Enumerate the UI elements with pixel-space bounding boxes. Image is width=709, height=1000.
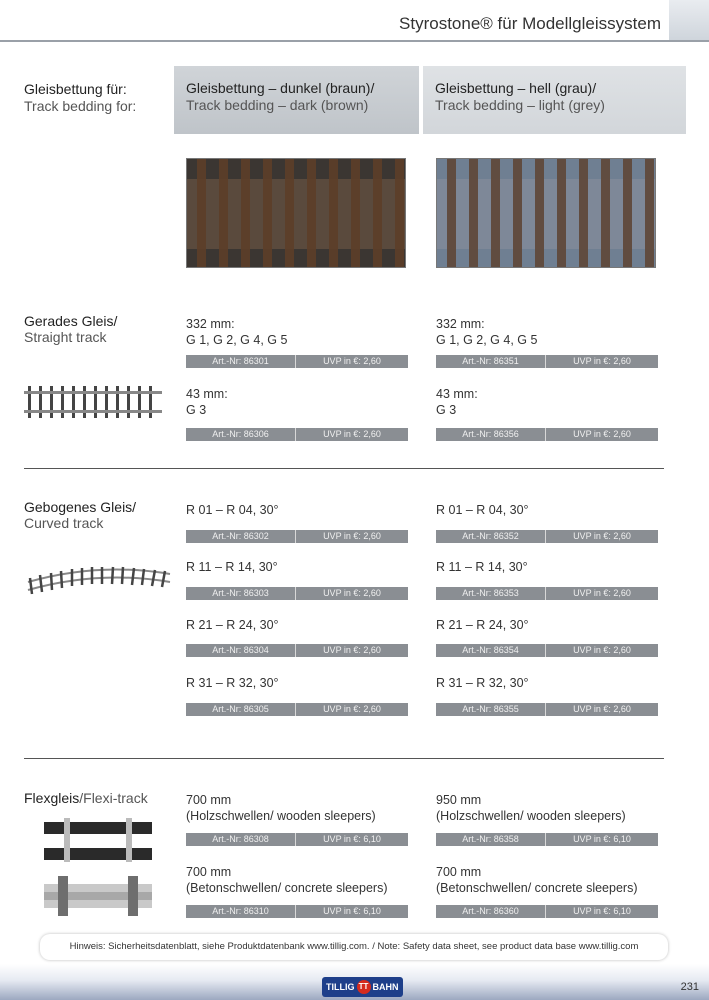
price: UVP in €: 2,60 xyxy=(323,531,381,541)
article-number: Art.-Nr: 86360 xyxy=(436,905,546,918)
flex-dark-2-desc xyxy=(186,864,388,896)
curved-light-4-radius: R 31 – R 32, 30° xyxy=(436,676,529,690)
curved-light-2-radius: R 11 – R 14, 30° xyxy=(436,560,528,574)
curved-dark-4-bar xyxy=(186,703,408,716)
article-number: Art.-Nr: 86302 xyxy=(186,530,296,543)
price: UVP in €: 2,60 xyxy=(323,704,381,714)
straight-light-1-bar xyxy=(436,355,658,368)
flex-light-2-length: 700 mm xyxy=(436,865,482,879)
article-number: Art.-Nr: 86351 xyxy=(436,355,546,368)
page-title: Styrostone® für Modellgleissystem xyxy=(399,14,661,33)
curved-dark-3-radius: R 21 – R 24, 30° xyxy=(186,618,279,632)
straight-light-1-compat: G 1, G 2, G 4, G 5 xyxy=(436,333,538,347)
flex-wooden-track-image xyxy=(44,818,152,862)
curved-track-label xyxy=(24,499,136,531)
article-number: Art.-Nr: 86354 xyxy=(436,644,546,657)
tillig-logo xyxy=(322,977,403,997)
curved-dark-2-radius: R 11 – R 14, 30° xyxy=(186,560,278,574)
curved-light-3-bar xyxy=(436,644,658,657)
flex-track-label xyxy=(24,790,148,806)
curved-dark-1-bar xyxy=(186,530,408,543)
flex-light-1-type xyxy=(436,808,626,824)
curved-dark-4-radius: R 31 – R 32, 30° xyxy=(186,676,279,690)
straight-dark-2-bar xyxy=(186,428,408,441)
header-dark-de: Gleisbettung – dunkel (braun)/ xyxy=(186,80,375,96)
header-light-de: Gleisbettung – hell (grau)/ xyxy=(435,80,597,96)
article-number: Art.-Nr: 86305 xyxy=(186,703,296,716)
dark-bedding-image xyxy=(186,158,406,268)
type-en: / concrete sleepers) xyxy=(527,881,638,895)
straight-light-2-length: 43 mm: xyxy=(436,387,478,401)
flex-dark-2-type xyxy=(186,880,388,896)
price: UVP in €: 6,10 xyxy=(573,834,631,844)
price: UVP in €: 6,10 xyxy=(323,906,381,916)
type-en: / wooden sleepers) xyxy=(520,809,626,823)
curved-dark-3-bar xyxy=(186,644,408,657)
flex-dark-1-length: 700 mm xyxy=(186,793,232,807)
flex-dark-1-bar xyxy=(186,833,408,846)
logo-right-text: BAHN xyxy=(372,982,399,992)
flex-dark-1-type xyxy=(186,808,376,824)
straight-track-label xyxy=(24,313,117,345)
straight-light-2-desc xyxy=(436,386,478,418)
article-number: Art.-Nr: 86358 xyxy=(436,833,546,846)
price: UVP in €: 2,60 xyxy=(573,588,631,598)
price: UVP in €: 6,10 xyxy=(573,906,631,916)
flex-dark-2-bar xyxy=(186,905,408,918)
price: UVP in €: 2,60 xyxy=(573,429,631,439)
flex-light-2-desc xyxy=(436,864,638,896)
logo-left-text: TILLIG xyxy=(326,982,355,992)
curved-label-de: Gebogenes Gleis/ xyxy=(24,499,137,515)
price: UVP in €: 2,60 xyxy=(323,588,381,598)
straight-dark-1-compat: G 1, G 2, G 4, G 5 xyxy=(186,333,288,347)
article-number: Art.-Nr: 86306 xyxy=(186,428,296,441)
article-number: Art.-Nr: 86352 xyxy=(436,530,546,543)
curved-light-4-bar xyxy=(436,703,658,716)
header-light-column xyxy=(423,66,686,134)
page-number: 231 xyxy=(680,981,699,993)
price: UVP in €: 2,60 xyxy=(573,356,631,366)
article-number: Art.-Nr: 86303 xyxy=(186,587,296,600)
curved-light-3-radius: R 21 – R 24, 30° xyxy=(436,618,529,632)
straight-label-en: Straight track xyxy=(24,329,107,345)
article-number: Art.-Nr: 86356 xyxy=(436,428,546,441)
straight-light-2-compat: G 3 xyxy=(436,403,457,417)
type-en: / wooden sleepers) xyxy=(270,809,376,823)
curved-light-2-bar xyxy=(436,587,658,600)
article-number: Art.-Nr: 86355 xyxy=(436,703,546,716)
safety-note: Hinweis: Sicherheitsdatenblatt, siehe Produktdatenbank www.tillig.com. / Note: Safety data sheet, see product data base www.tillig.com xyxy=(40,934,668,960)
straight-light-2-bar xyxy=(436,428,658,441)
flex-light-2-type xyxy=(436,880,638,896)
header-label-en: Track bedding for: xyxy=(24,98,137,114)
section-divider xyxy=(24,468,664,469)
curved-light-1-radius: R 01 – R 04, 30° xyxy=(436,503,529,517)
flex-light-1-desc xyxy=(436,792,626,824)
type-de: (Holzschwellen xyxy=(186,809,271,823)
straight-dark-2-desc xyxy=(186,386,228,418)
straight-light-1-desc xyxy=(436,316,537,348)
flex-dark-2-length: 700 mm xyxy=(186,865,232,879)
curved-label-en: Curved track xyxy=(24,515,104,531)
article-number: Art.-Nr: 86353 xyxy=(436,587,546,600)
price: UVP in €: 2,60 xyxy=(323,645,381,655)
curved-track-image xyxy=(24,560,174,600)
header-label xyxy=(24,81,136,115)
curved-light-1-bar xyxy=(436,530,658,543)
logo-mid-text: TT xyxy=(357,980,371,994)
straight-dark-2-length: 43 mm: xyxy=(186,387,228,401)
straight-light-1-length: 332 mm: xyxy=(436,317,485,331)
flex-label-en: /Flexi-track xyxy=(79,790,148,806)
type-de: (Betonschwellen xyxy=(436,881,528,895)
straight-track-image xyxy=(24,384,164,420)
price: UVP in €: 6,10 xyxy=(323,834,381,844)
top-divider xyxy=(0,40,709,42)
header-light-en: Track bedding – light (grey) xyxy=(435,97,605,113)
article-number: Art.-Nr: 86301 xyxy=(186,355,296,368)
flex-light-1-length: 950 mm xyxy=(436,793,482,807)
price: UVP in €: 2,60 xyxy=(323,356,381,366)
type-de: (Betonschwellen xyxy=(186,881,278,895)
corner-decoration xyxy=(669,0,709,40)
flex-label-de: Flexgleis xyxy=(24,790,80,806)
header-label-de: Gleisbettung für: xyxy=(24,81,127,97)
curved-dark-2-bar xyxy=(186,587,408,600)
straight-label-de: Gerades Gleis/ xyxy=(24,313,118,329)
article-number: Art.-Nr: 86304 xyxy=(186,644,296,657)
flex-dark-1-desc xyxy=(186,792,376,824)
light-bedding-image xyxy=(436,158,656,268)
header-dark-en: Track bedding – dark (brown) xyxy=(186,97,369,113)
type-de: (Holzschwellen xyxy=(436,809,521,823)
price: UVP in €: 2,60 xyxy=(573,704,631,714)
type-en: / concrete sleepers) xyxy=(277,881,388,895)
flex-concrete-track-image xyxy=(44,876,152,916)
straight-dark-1-length: 332 mm: xyxy=(186,317,235,331)
straight-dark-1-bar xyxy=(186,355,408,368)
curved-dark-1-radius: R 01 – R 04, 30° xyxy=(186,503,279,517)
article-number: Art.-Nr: 86310 xyxy=(186,905,296,918)
flex-light-2-bar xyxy=(436,905,658,918)
price: UVP in €: 2,60 xyxy=(323,429,381,439)
straight-dark-2-compat: G 3 xyxy=(186,403,207,417)
price: UVP in €: 2,60 xyxy=(573,645,631,655)
flex-light-1-bar xyxy=(436,833,658,846)
article-number: Art.-Nr: 86308 xyxy=(186,833,296,846)
straight-dark-1-desc xyxy=(186,316,287,348)
section-divider xyxy=(24,758,664,759)
header-dark-column xyxy=(174,66,419,134)
price: UVP in €: 2,60 xyxy=(573,531,631,541)
